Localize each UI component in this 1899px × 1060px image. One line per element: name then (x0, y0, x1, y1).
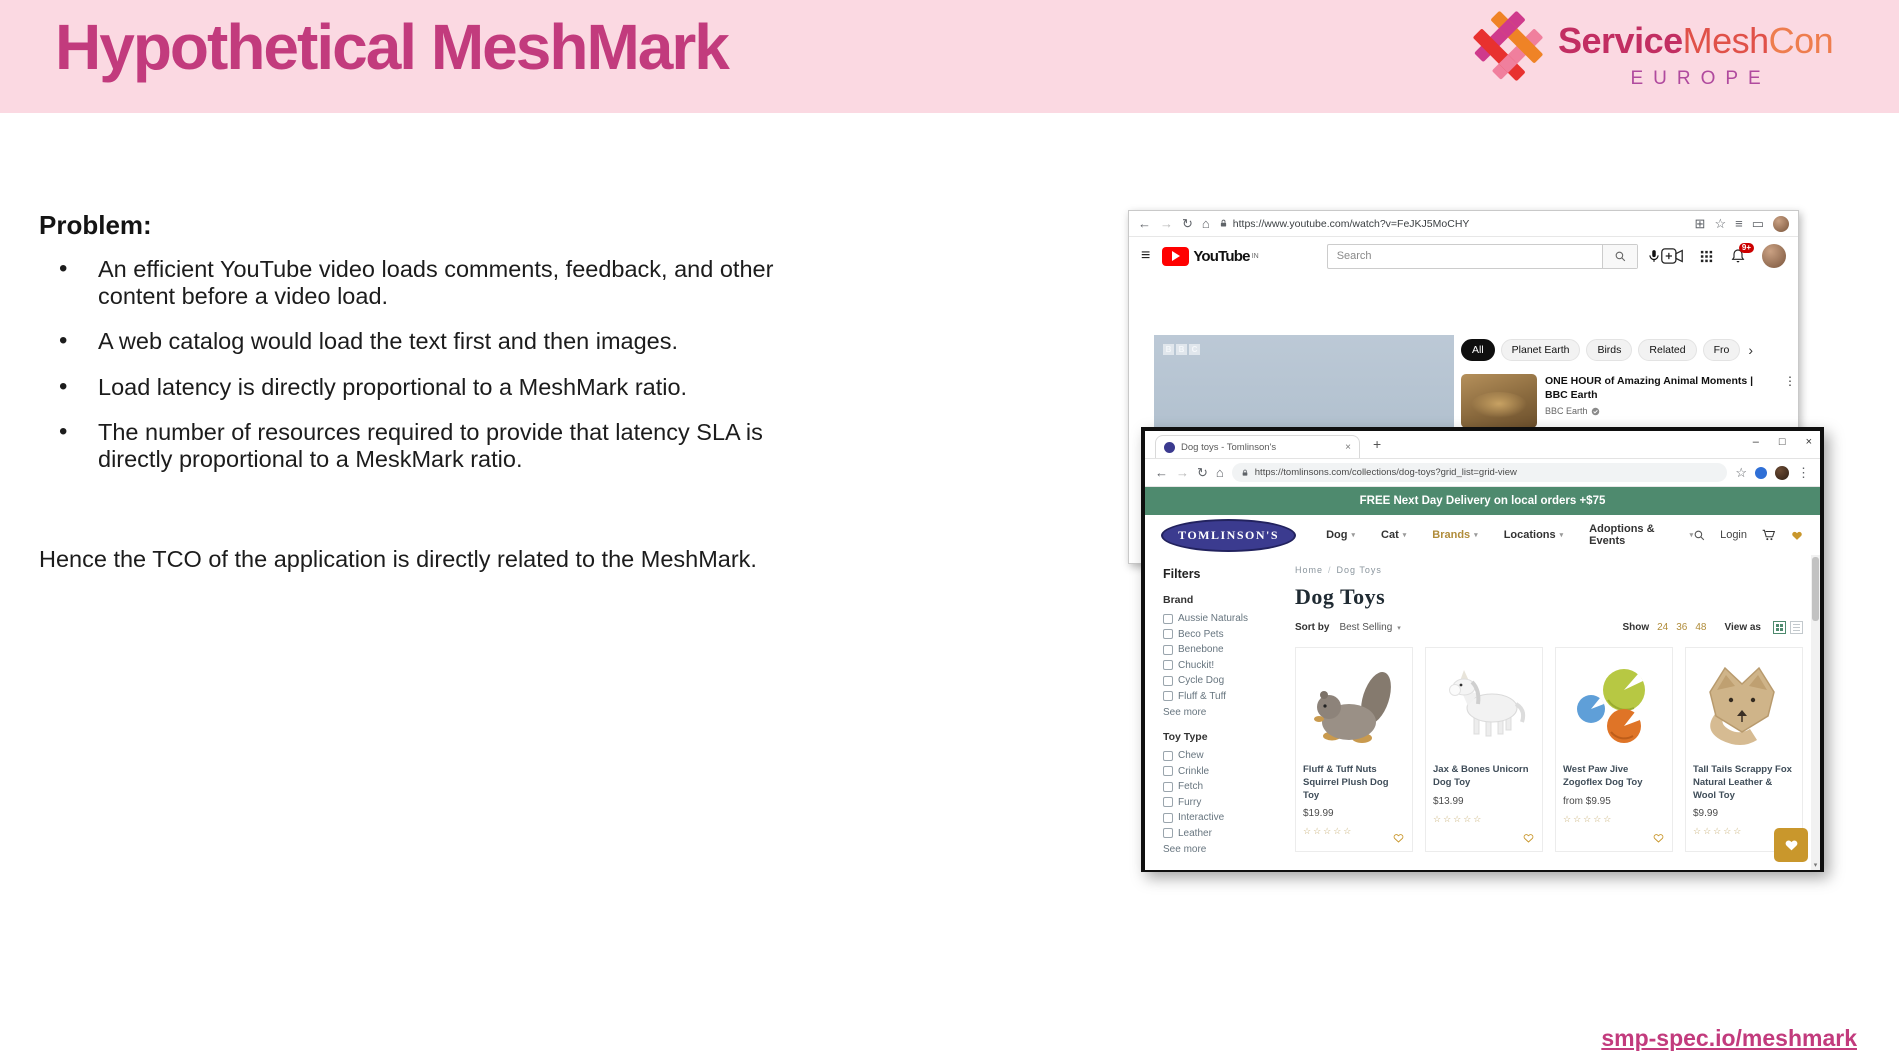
checkbox[interactable] (1163, 629, 1173, 639)
brand-filter-option[interactable]: Fluff & Tuff (1163, 689, 1285, 705)
youtube-header (1129, 237, 1798, 275)
chip-all[interactable]: All (1461, 339, 1495, 361)
product-image-squirrel (1303, 655, 1405, 758)
see-more-link[interactable]: See more (1163, 844, 1207, 855)
checkbox[interactable] (1163, 782, 1173, 792)
checkbox[interactable] (1163, 614, 1173, 624)
product-card[interactable] (1295, 647, 1413, 852)
product-card[interactable] (1555, 647, 1673, 852)
brand-filter-option[interactable]: Cycle Dog (1163, 673, 1285, 689)
padlock-icon (1241, 468, 1249, 478)
brand-service: Service (1558, 20, 1683, 61)
breadcrumb (1295, 565, 1803, 575)
catalog-toolbar (1295, 621, 1803, 634)
checkbox[interactable] (1163, 813, 1173, 823)
heart-icon (1783, 837, 1800, 853)
related-video-channel[interactable] (1545, 406, 1776, 416)
brand-filter-option[interactable]: Benebone (1163, 642, 1285, 658)
collections-icon[interactable]: ≡ (1735, 216, 1743, 231)
show-24[interactable]: 24 (1657, 622, 1669, 633)
weave-logo-icon (1468, 6, 1548, 86)
youtube-region-superscript: IN (1251, 252, 1259, 260)
brand-mesh: Mesh (1682, 20, 1769, 61)
mic-icon[interactable] (1647, 249, 1661, 263)
product-price: $9.99 (1693, 808, 1719, 820)
youtube-profile-avatar[interactable] (1762, 244, 1786, 268)
related-video-title[interactable]: ONE HOUR of Amazing Animal Moments | BBC Earth (1545, 375, 1754, 402)
chevron-down-icon: ▾ (1689, 532, 1694, 539)
url-field[interactable] (1219, 218, 1686, 230)
product-price: $13.99 (1433, 795, 1464, 807)
product-rating-stars: ☆☆☆☆☆ (1693, 826, 1744, 837)
tab-favicon (1164, 442, 1175, 453)
product-image-unicorn (1433, 655, 1535, 758)
toy-type-heading: Toy Type (1163, 731, 1208, 743)
slide-title: Hypothetical MeshMark (55, 11, 728, 83)
home-icon[interactable]: ⌂ (1201, 216, 1210, 231)
brand-filter-option[interactable]: Chuckit! (1163, 658, 1285, 674)
chevron-down-icon: ▾ (1351, 532, 1356, 539)
url-field[interactable] (1232, 463, 1728, 482)
nav-locations[interactable]: Locations ▾ (1503, 529, 1564, 541)
brand-wordmark (1558, 20, 1833, 62)
browser-profile-avatar[interactable] (1773, 216, 1789, 232)
nav-brands[interactable]: Brands ▾ (1432, 529, 1478, 541)
chip-from[interactable]: Fro (1703, 339, 1741, 361)
product-price: $19.99 (1303, 808, 1334, 820)
back-icon[interactable]: ← (1138, 216, 1151, 231)
slide-header-band (0, 0, 1899, 113)
filter-chips-row (1461, 339, 1791, 361)
notification-badge: 9+ (1739, 243, 1754, 253)
show-48[interactable]: 48 (1695, 622, 1707, 633)
login-link[interactable]: Login (1720, 529, 1747, 541)
product-rating-stars: ☆☆☆☆☆ (1563, 813, 1614, 824)
chip-related[interactable]: Related (1638, 339, 1696, 361)
footer-link[interactable]: smp-spec.io/meshmark (1601, 1025, 1857, 1051)
bookmark-star-icon[interactable]: ☆ (1735, 465, 1747, 480)
chevron-down-icon: ▾ (1474, 532, 1478, 539)
store-body (1145, 555, 1820, 870)
bullet-item: • The number of resources required to provide that latency SLA is directly proportional to a MeskMark ratio. (39, 419, 819, 472)
store-address-bar (1145, 459, 1820, 487)
scrollbar-thumb[interactable] (1812, 557, 1819, 621)
checkbox[interactable] (1163, 691, 1173, 701)
bbc-logo (1163, 344, 1200, 355)
checkbox[interactable] (1163, 751, 1173, 761)
toy-type-filter-option[interactable]: Fetch (1163, 779, 1285, 795)
apps-grid-icon[interactable] (1699, 249, 1714, 264)
toy-type-filter-option[interactable]: Leather (1163, 826, 1285, 842)
minimize-button[interactable]: – (1752, 436, 1759, 448)
sort-by-label: Sort by (1295, 622, 1330, 633)
url-text: https://tomlinsons.com/collections/dog-toys?grid_list=grid-view (1254, 467, 1517, 478)
breadcrumb-home[interactable]: Home (1295, 565, 1324, 575)
new-tab-button[interactable]: + (1373, 436, 1382, 452)
product-card[interactable] (1425, 647, 1543, 852)
breadcrumb-current: Dog Toys (1336, 565, 1382, 575)
youtube-wordmark: YouTube (1193, 247, 1250, 265)
channel-name: BBC Earth (1545, 406, 1588, 417)
toy-type-filter-option[interactable]: Chew (1163, 748, 1285, 764)
bullet-item: • Load latency is directly proportional to a MeshMark ratio. (39, 374, 819, 401)
home-icon[interactable]: ⌂ (1215, 465, 1224, 480)
chip-planet-earth[interactable]: Planet Earth (1501, 339, 1581, 361)
product-image-fox (1693, 655, 1795, 758)
verified-badge-icon (1591, 407, 1600, 416)
product-rating-stars: ☆☆☆☆☆ (1433, 813, 1484, 824)
related-video-thumbnail[interactable] (1461, 374, 1537, 428)
brand-con: Con (1768, 20, 1834, 61)
checkbox[interactable] (1163, 828, 1173, 838)
nav-dog[interactable]: Dog ▾ (1326, 529, 1356, 541)
product-name[interactable]: Tall Tails Scrappy Fox Natural Leather & Wool Toy (1693, 764, 1792, 801)
chips-scroll-right-icon[interactable]: › (1748, 342, 1754, 358)
sort-dropdown[interactable]: Best Selling ▾ (1339, 622, 1401, 633)
browser-profile-avatar[interactable] (1775, 466, 1789, 480)
browser-tab[interactable] (1155, 435, 1360, 458)
problem-heading: Problem: (39, 210, 152, 240)
forward-icon[interactable]: → (1176, 465, 1189, 480)
brand-filter-option[interactable]: Beco Pets (1163, 627, 1285, 643)
youtube-play-icon (1162, 247, 1189, 266)
bbc-letter: B (1176, 344, 1187, 355)
checkbox[interactable] (1163, 797, 1173, 807)
search-icon (1614, 250, 1627, 263)
checkbox[interactable] (1163, 766, 1173, 776)
cart-icon[interactable] (1761, 528, 1776, 542)
wishlist-heart-icon[interactable] (1652, 832, 1665, 844)
search-button[interactable] (1602, 245, 1637, 268)
extension-icon[interactable] (1755, 467, 1767, 479)
product-rating-stars: ☆☆☆☆☆ (1303, 826, 1354, 837)
brand-region: EUROPE (1630, 68, 1771, 89)
bbc-letter: C (1189, 344, 1200, 355)
refresh-icon[interactable]: ↻ (1182, 216, 1193, 231)
maximize-button[interactable]: □ (1778, 436, 1786, 448)
youtube-logo[interactable] (1162, 247, 1258, 266)
related-video[interactable] (1461, 374, 1796, 428)
store-header-right (1693, 528, 1804, 542)
brand-heading: Brand (1163, 594, 1194, 606)
product-card[interactable] (1685, 647, 1803, 852)
tab-title: Dog toys - Tomlinson's (1181, 441, 1277, 453)
list-view-icon[interactable] (1790, 621, 1803, 634)
product-name[interactable]: West Paw Jive Zogoflex Dog Toy (1563, 764, 1643, 788)
tab-close-icon[interactable]: × (1345, 441, 1351, 453)
tab-bar (1145, 431, 1820, 459)
hamburger-menu-icon[interactable]: ≡ (1141, 247, 1151, 264)
nav-adoptions-events[interactable]: Adoptions & Events ▾ (1589, 523, 1694, 547)
servicemeshcon-logo (1468, 6, 1833, 90)
promo-banner: FREE Next Day Delivery on local orders +$75 (1145, 487, 1820, 515)
url-text: https://www.youtube.com/watch?v=FeJKJ5MoCHY (1232, 217, 1470, 230)
youtube-header-right (1661, 244, 1786, 268)
copilot-icon[interactable]: ▭ (1751, 216, 1764, 231)
chip-birds[interactable]: Birds (1586, 339, 1632, 361)
product-name[interactable]: Jax & Bones Unicorn Dog Toy (1433, 764, 1529, 788)
wishlist-heart-icon[interactable] (1392, 832, 1405, 844)
see-more-link[interactable]: See more (1163, 707, 1207, 718)
checkbox[interactable] (1163, 645, 1173, 655)
back-icon[interactable]: ← (1155, 465, 1168, 480)
create-video-icon[interactable] (1661, 248, 1683, 264)
chevron-down-icon: ▾ (1397, 624, 1401, 632)
nav-cat[interactable]: Cat ▾ (1381, 529, 1407, 541)
bullet-item: • An efficient YouTube video loads comments, feedback, and other content before a video load. (39, 256, 819, 309)
tomlinsons-logo[interactable]: TOMLINSON'S (1161, 519, 1296, 552)
video-options-icon[interactable]: ⋮ (1784, 374, 1796, 388)
refresh-icon[interactable]: ↻ (1197, 465, 1208, 480)
bullet-item: • A web catalog would load the text first and then images. (39, 328, 819, 355)
search-placeholder: Search (1336, 250, 1372, 262)
view-toggle (1773, 621, 1803, 634)
browser-menu-icon[interactable]: ⋮ (1797, 465, 1810, 480)
bullet-list (39, 256, 819, 491)
show-36[interactable]: 36 (1676, 622, 1688, 633)
toolbar-right (1622, 621, 1803, 634)
show-label: Show (1622, 622, 1650, 633)
page-title: Dog Toys (1295, 584, 1386, 609)
filters-sidebar (1163, 567, 1285, 855)
product-name[interactable]: Fluff & Tuff Nuts Squirrel Plush Dog Toy (1303, 764, 1389, 801)
wishlist-floating-button[interactable] (1774, 828, 1808, 862)
filters-heading: Filters (1163, 567, 1201, 581)
search-icon[interactable] (1693, 529, 1706, 542)
toy-type-filter-option[interactable]: Furry (1163, 795, 1285, 811)
notifications-bell-icon[interactable] (1730, 243, 1751, 264)
view-as-label: View as (1724, 622, 1761, 633)
checkbox[interactable] (1163, 676, 1173, 686)
wishlist-heart-icon[interactable] (1522, 832, 1535, 844)
toy-type-filter-option[interactable]: Crinkle (1163, 764, 1285, 780)
store-browser-window (1141, 427, 1824, 872)
scrollbar[interactable] (1811, 555, 1820, 870)
forward-icon[interactable]: → (1160, 216, 1173, 231)
store-header (1145, 515, 1820, 555)
wishlist-heart-icon[interactable] (1790, 529, 1804, 542)
product-image-balls (1563, 655, 1665, 758)
product-grid (1295, 647, 1803, 852)
split-screen-icon[interactable]: ⊞ (1694, 216, 1706, 231)
checkbox[interactable] (1163, 660, 1173, 670)
related-video-info (1545, 374, 1776, 428)
conclusion-text: Hence the TCO of the application is directly related to the MeshMark. (39, 546, 757, 572)
brand-filter-option[interactable]: Aussie Naturals (1163, 611, 1285, 627)
bbc-letter: B (1163, 344, 1174, 355)
product-price: from $9.95 (1563, 795, 1611, 807)
brand-text (1558, 6, 1833, 90)
favorites-icon[interactable]: ☆ (1714, 216, 1727, 231)
toy-type-filter-option[interactable]: Interactive (1163, 810, 1285, 826)
youtube-search-box[interactable] (1327, 244, 1638, 269)
scroll-down-icon[interactable]: ▾ (1813, 862, 1818, 869)
youtube-address-bar (1129, 211, 1798, 237)
breadcrumb-separator: / (1328, 565, 1332, 575)
chevron-down-icon: ▾ (1402, 532, 1407, 539)
grid-view-icon[interactable] (1773, 621, 1786, 634)
window-controls (1753, 436, 1812, 448)
chevron-down-icon: ▾ (1559, 532, 1564, 539)
store-nav (1326, 523, 1693, 547)
browser-toolbar-icons (1695, 216, 1789, 232)
store-main (1295, 565, 1803, 852)
close-button[interactable]: × (1805, 436, 1812, 448)
padlock-icon (1219, 218, 1228, 229)
